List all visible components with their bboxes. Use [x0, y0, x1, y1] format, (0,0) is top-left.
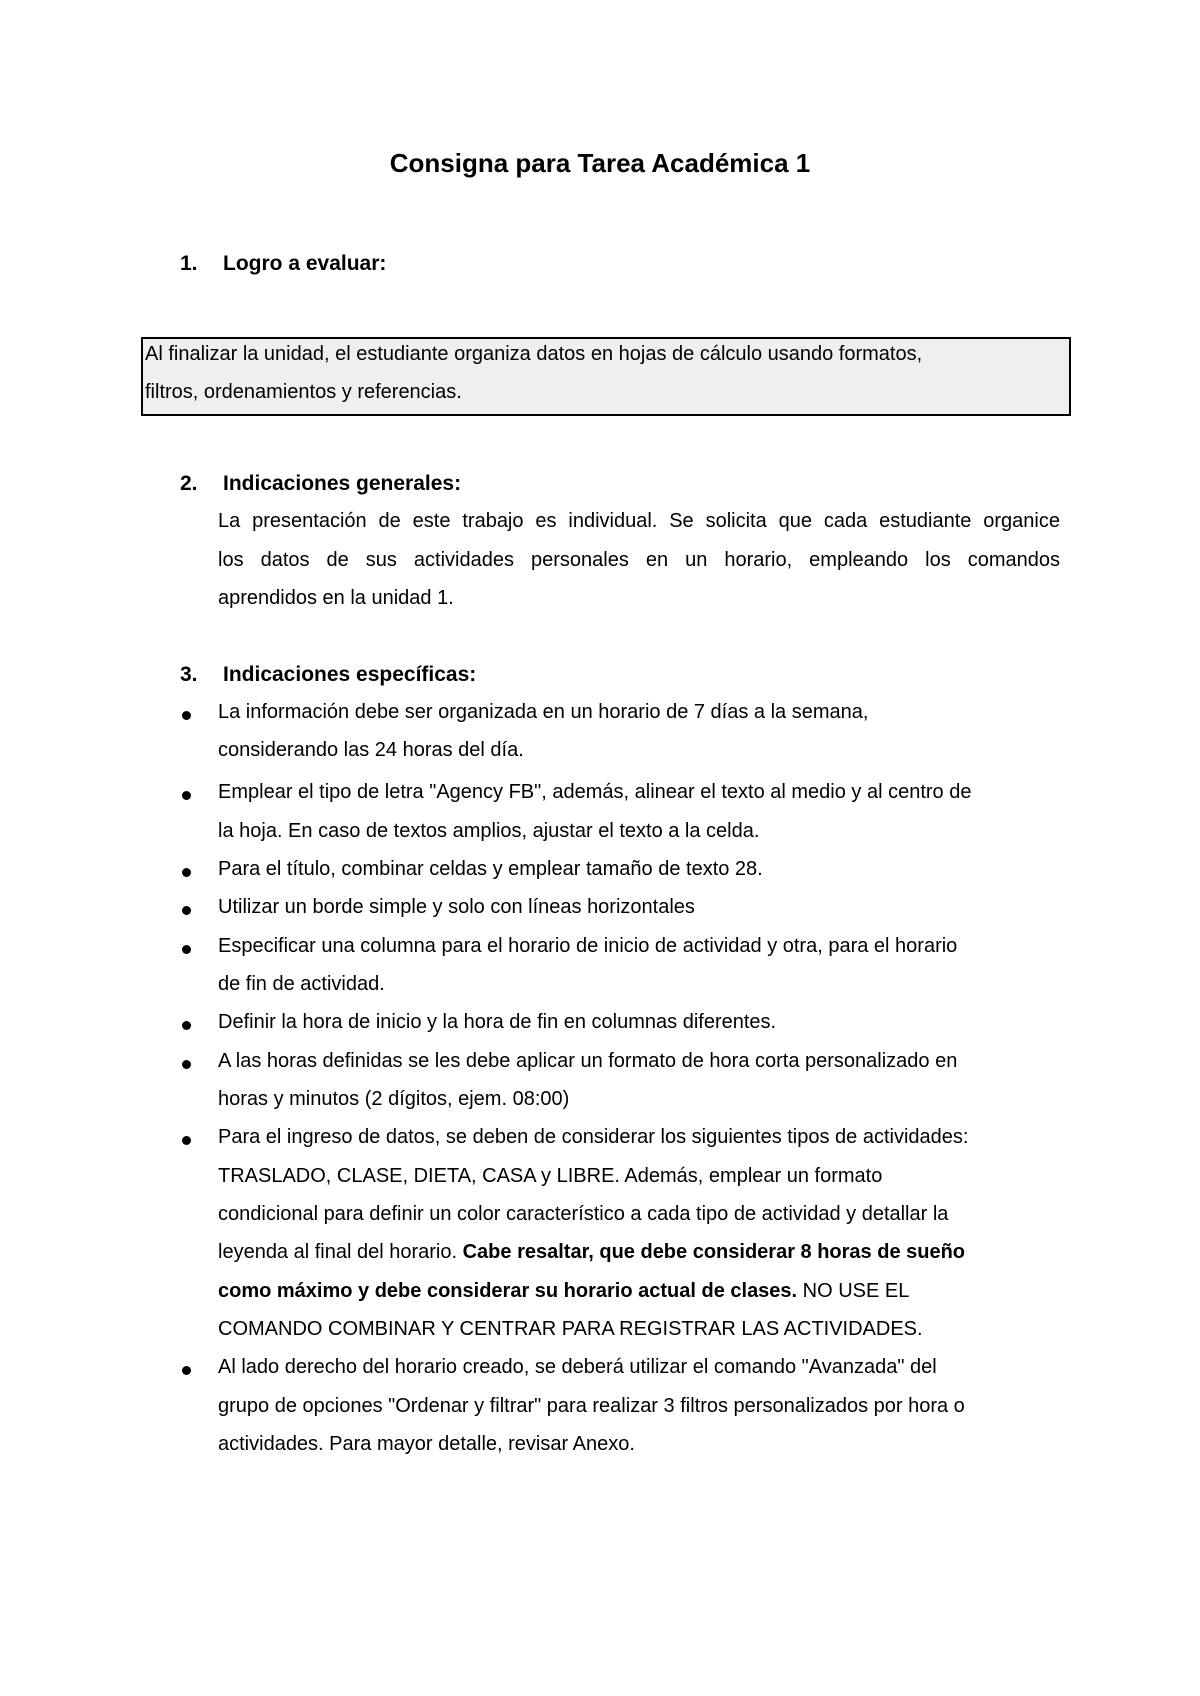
general-line-2: los datos de sus actividades personales en un horario, empleando los comandos: [218, 549, 1060, 571]
bullet-8-line-5: [218, 1280, 909, 1303]
bullet-8-line-4-plain: leyenda al final del horario.: [218, 1241, 463, 1263]
page-title: Consigna para Tarea Académica 1: [389, 148, 811, 178]
bullet-dot-icon: [182, 711, 191, 720]
achievement-line-1: Al finalizar la unidad, el estudiante organiza datos en hojas de cálculo usando formatos,: [145, 343, 923, 365]
bullet-9-line-2: grupo de opciones "Ordenar y filtrar" para realizar 3 filtros personalizados por hora o: [218, 1395, 965, 1417]
bullet-9-line-1: Al lado derecho del horario creado, se deberá utilizar el comando "Avanzada" del: [218, 1356, 937, 1378]
bullet-8-line-5-bold: como máximo y debe considerar su horario actual de clases.: [218, 1280, 798, 1302]
achievement-line-2: filtros, ordenamientos y referencias.: [145, 381, 462, 403]
bullet-5-line-2: de fin de actividad.: [218, 973, 385, 995]
bullet-dot-icon: [182, 1136, 191, 1145]
bullet-dot-icon: [182, 868, 191, 877]
section-3-number: 3.: [180, 663, 198, 686]
bullet-9-line-3: actividades. Para mayor detalle, revisar Anexo.: [218, 1433, 635, 1455]
general-line-1: La presentación de este trabajo es individual. Se solicita que cada estudiante organice: [218, 510, 1060, 532]
bullet-7-line-1: A las horas definidas se les debe aplicar un formato de hora corta personalizado en: [218, 1050, 958, 1072]
section-3-heading: Indicaciones específicas:: [223, 663, 477, 686]
bullet-8-line-5-plain: NO USE EL: [797, 1280, 910, 1302]
bullet-8-line-1: Para el ingreso de datos, se deben de considerar los siguientes tipos de actividades:: [218, 1126, 969, 1148]
bullet-8-line-3: condicional para definir un color característico a cada tipo de actividad y detallar la: [218, 1203, 949, 1225]
bullet-dot-icon: [182, 791, 191, 800]
bullet-5-line-1: Especificar una columna para el horario de inicio de actividad y otra, para el horario: [218, 935, 958, 957]
section-2-number: 2.: [180, 472, 198, 495]
bullet-dot-icon: [182, 906, 191, 915]
bullet-8-line-2: TRASLADO, CLASE, DIETA, CASA y LIBRE. Además, emplear un formato: [218, 1165, 883, 1187]
bullet-dot-icon: [182, 1021, 191, 1030]
bullet-8-line-6: COMANDO COMBINAR Y CENTRAR PARA REGISTRAR LAS ACTIVIDADES.: [218, 1318, 923, 1340]
bullet-dot-icon: [182, 945, 191, 954]
bullet-2-line-1: Emplear el tipo de letra "Agency FB", además, alinear el texto al medio y al centro de: [218, 781, 972, 803]
bullet-2-line-2: la hoja. En caso de textos amplios, ajustar el texto a la celda.: [218, 820, 760, 842]
bullet-1-line-1: La información debe ser organizada en un horario de 7 días a la semana,: [218, 701, 869, 723]
bullet-6-line-1: Definir la hora de inicio y la hora de fin en columnas diferentes.: [218, 1011, 777, 1033]
bullet-1-line-2: considerando las 24 horas del día.: [218, 739, 524, 761]
bullet-8-line-4: [218, 1241, 965, 1264]
bullet-dot-icon: [182, 1060, 191, 1069]
bullet-3-line-1: Para el título, combinar celdas y emplear tamaño de texto 28.: [218, 858, 763, 880]
section-1-number: 1.: [180, 252, 198, 275]
section-2-heading: Indicaciones generales:: [223, 472, 462, 495]
bullet-4-line-1: Utilizar un borde simple y solo con líneas horizontales: [218, 896, 695, 918]
bullet-dot-icon: [182, 1366, 191, 1375]
bullet-7-line-2: horas y minutos (2 dígitos, ejem. 08:00): [218, 1088, 570, 1110]
section-1-heading: Logro a evaluar:: [223, 252, 387, 275]
bullet-8-line-4-bold: Cabe resaltar, que debe considerar 8 horas de sueño: [462, 1241, 966, 1263]
general-line-3: aprendidos en la unidad 1.: [218, 587, 454, 609]
